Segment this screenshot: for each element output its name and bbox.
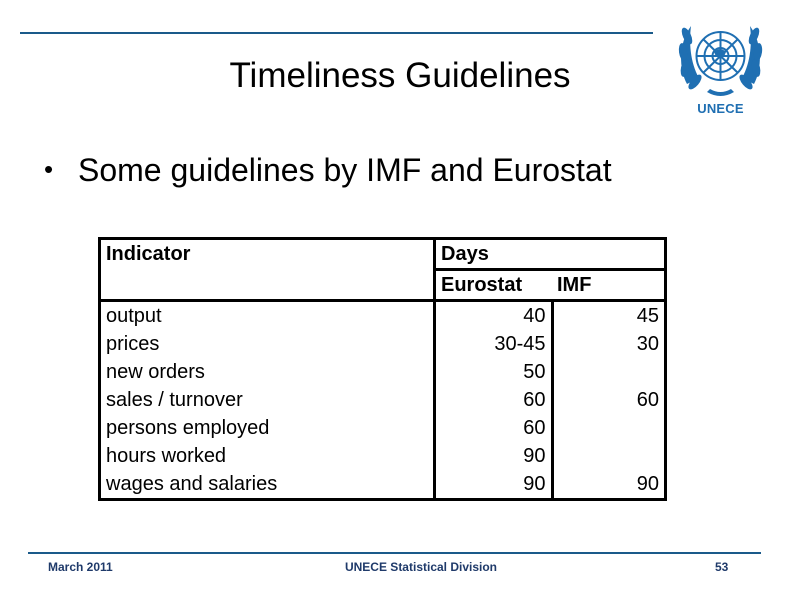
- table-row: [100, 358, 666, 386]
- bullet-item: [44, 150, 784, 189]
- header-days: Days: [435, 239, 666, 270]
- header-indicator: Indicator: [100, 239, 435, 301]
- un-emblem-icon: [673, 14, 768, 100]
- table-row: [100, 330, 666, 358]
- indicator-cell: prices: [100, 330, 435, 358]
- table-row: [100, 442, 666, 470]
- imf-cell: 90: [552, 470, 666, 500]
- unece-logo: [673, 14, 768, 122]
- imf-cell: 30: [552, 330, 666, 358]
- indicator-cell: new orders: [100, 358, 435, 386]
- indicator-cell: wages and salaries: [100, 470, 435, 500]
- footer-division: UNECE Statistical Division: [344, 560, 498, 574]
- header-eurostat: Eurostat: [435, 270, 553, 301]
- eurostat-cell: 30-45: [435, 330, 553, 358]
- footer-date: March 2011: [48, 560, 113, 574]
- footer-page-number: 53: [715, 560, 729, 574]
- indicator-cell: output: [100, 301, 435, 331]
- indicator-cell: sales / turnover: [100, 386, 435, 414]
- header-imf: IMF: [552, 270, 666, 301]
- bullet-icon: •: [44, 154, 54, 184]
- eurostat-cell: 90: [435, 470, 553, 500]
- timeliness-table: [98, 237, 667, 501]
- table-row: [100, 414, 666, 442]
- indicator-cell: persons employed: [100, 414, 435, 442]
- bullet-text: Some guidelines by IMF and Eurostat: [78, 152, 612, 188]
- imf-cell: 45: [552, 301, 666, 331]
- eurostat-cell: 40: [435, 301, 553, 331]
- table-header-row: [100, 239, 666, 270]
- eurostat-cell: 60: [435, 386, 553, 414]
- imf-cell: 60: [552, 386, 666, 414]
- eurostat-cell: 50: [435, 358, 553, 386]
- imf-cell: [552, 358, 666, 386]
- top-divider: [20, 32, 653, 34]
- eurostat-cell: 60: [435, 414, 553, 442]
- table-row: [100, 386, 666, 414]
- indicator-cell: hours worked: [100, 442, 435, 470]
- footer-divider: [28, 552, 761, 554]
- table-row: [100, 301, 666, 331]
- logo-label: UNECE: [697, 101, 744, 116]
- imf-cell: [552, 442, 666, 470]
- table-row: [100, 470, 666, 500]
- eurostat-cell: 90: [435, 442, 553, 470]
- imf-cell: [552, 414, 666, 442]
- slide-title: Timeliness Guidelines: [229, 56, 571, 95]
